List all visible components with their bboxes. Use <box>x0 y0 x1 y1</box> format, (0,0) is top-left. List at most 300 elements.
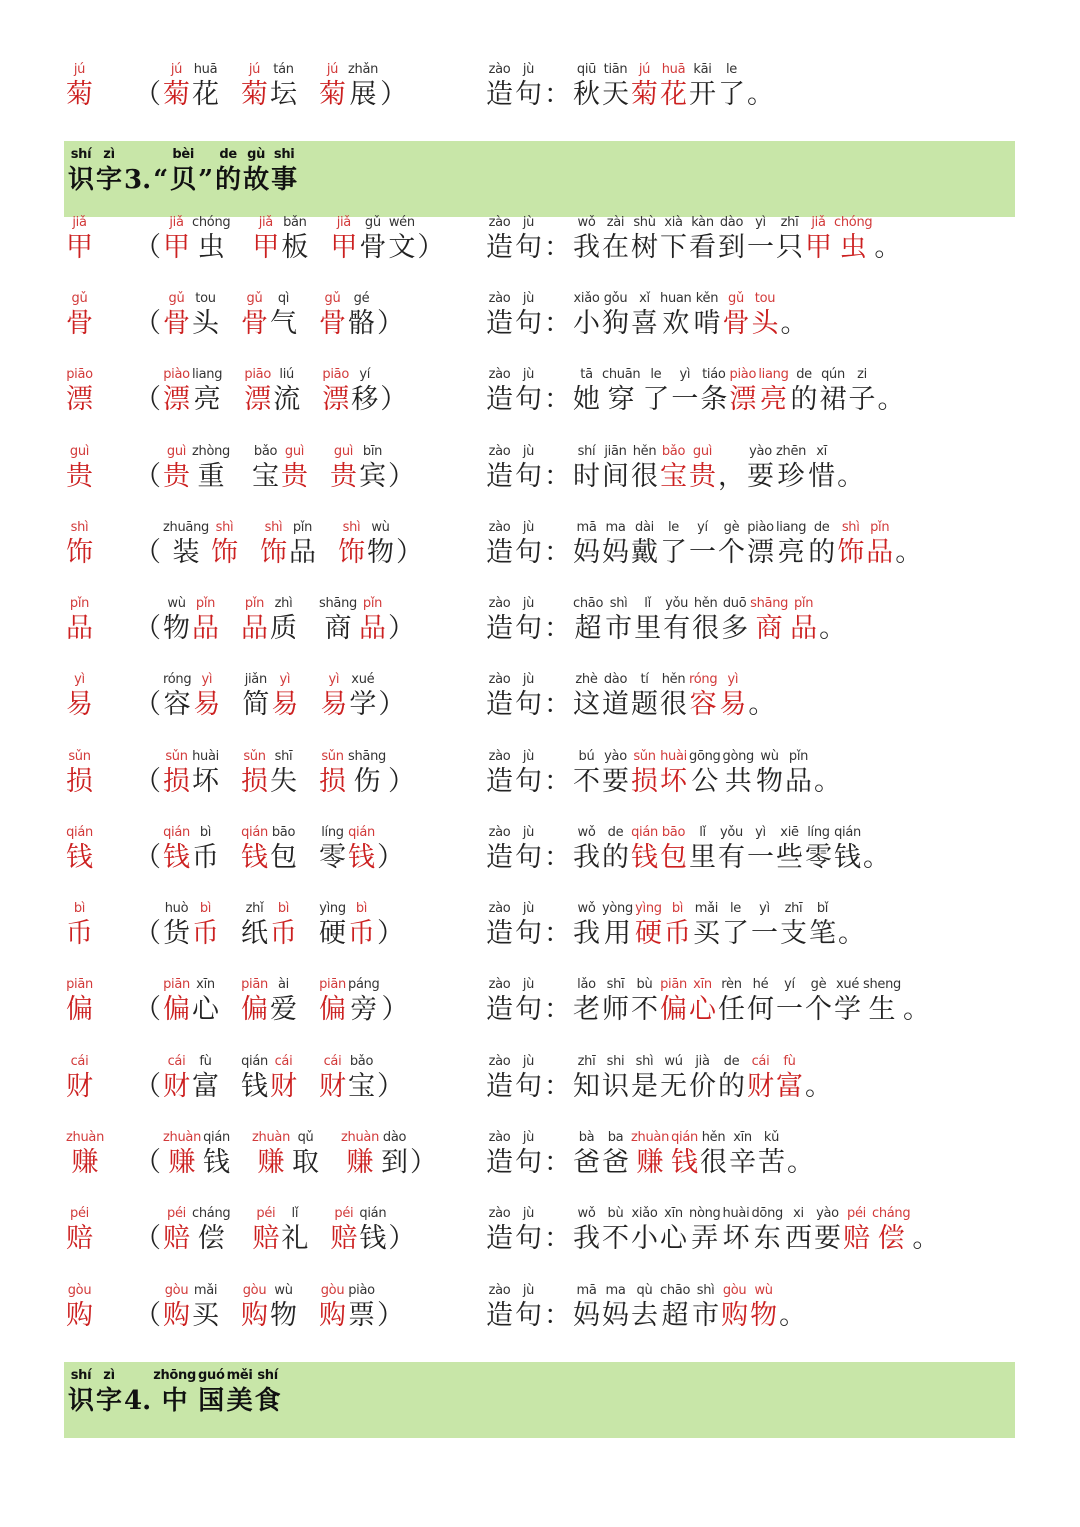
pinyin-label: zhuàn <box>66 1130 105 1145</box>
hanzi-char: 币 <box>270 918 297 949</box>
pinyin-label: zhēn <box>776 444 807 459</box>
hanzi-char: 菊 <box>241 79 268 110</box>
pinyin-label: huā <box>661 62 686 77</box>
punctuation <box>134 367 161 417</box>
hanzi-char: 宾 <box>359 461 387 492</box>
hanzi-with-pinyin <box>573 520 600 570</box>
example-sentence <box>486 596 848 646</box>
pinyin-label: jù <box>522 1130 535 1145</box>
vocab-entry-row <box>0 749 1080 825</box>
hanzi-with-pinyin <box>163 825 190 875</box>
pinyin-label: qián <box>241 825 268 840</box>
hanzi-char: 展 <box>349 79 377 110</box>
pinyin-label: dào <box>719 215 744 230</box>
hanzi-char: 是 <box>631 1071 658 1102</box>
pinyin-label: kāi <box>693 62 712 77</box>
pinyin-label: ba <box>607 1130 624 1145</box>
hanzi-with-pinyin <box>758 367 788 417</box>
hanzi-with-pinyin <box>319 1054 346 1104</box>
hanzi-with-pinyin <box>808 444 835 494</box>
hanzi-with-pinyin <box>758 1130 785 1180</box>
hanzi-char: 菊 <box>631 79 658 110</box>
hanzi-with-pinyin <box>602 215 629 265</box>
hanzi-char: 国 <box>198 1386 225 1416</box>
hanzi-char: 钱 <box>348 842 375 873</box>
hanzi-char: ） <box>377 1071 404 1102</box>
pinyin-label: yí <box>697 520 708 535</box>
hanzi-char: 品 <box>192 613 219 644</box>
hanzi-with-pinyin <box>689 215 716 265</box>
hanzi-char: 一 <box>747 232 774 263</box>
hanzi-char: 心 <box>660 1223 687 1254</box>
punctuation <box>748 672 775 722</box>
pinyin-label: hěn <box>693 596 718 611</box>
pinyin-label: zì <box>103 147 115 162</box>
hanzi-char <box>300 688 318 722</box>
pinyin-label: jiǎ <box>72 215 87 230</box>
pinyin-label: gòu <box>320 1283 345 1298</box>
hanzi-with-pinyin <box>66 1130 104 1180</box>
hanzi-char: 造 <box>486 308 513 339</box>
hanzi-with-pinyin <box>602 825 629 875</box>
hanzi-char: 花 <box>660 79 687 110</box>
hanzi-with-pinyin <box>602 1283 629 1333</box>
hanzi-with-pinyin <box>722 901 749 951</box>
hanzi-char <box>310 231 328 265</box>
hanzi-with-pinyin <box>486 1206 513 1256</box>
hanzi-char: 漂 <box>729 384 757 415</box>
hanzi-char <box>221 612 239 646</box>
hanzi-with-pinyin <box>791 367 818 417</box>
hanzi-char: 赚 <box>636 1147 664 1178</box>
key-character <box>66 749 95 799</box>
hanzi-char: 共 <box>724 766 752 797</box>
pinyin-label: gǔ <box>246 291 263 306</box>
hanzi-with-pinyin <box>573 1206 600 1256</box>
pinyin-label: piān <box>241 977 268 992</box>
key-character <box>66 215 95 265</box>
pinyin-label: bèi <box>172 147 194 162</box>
pinyin-label: zào <box>488 596 511 611</box>
hanzi-char: 戴 <box>631 537 658 568</box>
hanzi-char: 品 <box>241 613 268 644</box>
hanzi-char: 钱 <box>671 1147 699 1178</box>
hanzi-with-pinyin <box>192 749 219 799</box>
pinyin-label: lǐ <box>644 596 651 611</box>
pinyin-label: yìng <box>319 901 346 916</box>
hanzi-char: 虫 <box>839 232 867 263</box>
pinyin-label: péi <box>847 1206 866 1221</box>
punctuation <box>310 444 328 494</box>
hanzi-with-pinyin <box>660 1283 690 1333</box>
pinyin-label: wǒ <box>577 215 596 230</box>
pinyin-label: jiān <box>604 444 627 459</box>
hanzi-with-pinyin <box>341 1130 379 1180</box>
punctuation <box>300 672 318 722</box>
hanzi-char: 珍 <box>777 461 805 492</box>
pinyin-label: qián <box>163 825 190 840</box>
punctuation <box>912 1206 939 1256</box>
punctuation <box>134 596 161 646</box>
pinyin-label: huan <box>660 291 692 306</box>
punctuation <box>544 215 571 265</box>
key-character <box>66 672 95 722</box>
punctuation <box>544 749 571 799</box>
hanzi-char: 币 <box>66 918 93 949</box>
hanzi-with-pinyin <box>602 291 629 341</box>
pinyin-label: yào <box>604 749 627 764</box>
hanzi-char: 甲 <box>330 232 358 263</box>
hanzi-char: （ <box>134 232 161 263</box>
pinyin-label: bīn <box>362 444 383 459</box>
hanzi-char: 品 <box>866 537 894 568</box>
pinyin-label: shì <box>70 520 89 535</box>
hanzi-with-pinyin <box>671 1130 698 1180</box>
hanzi-char: 品 <box>790 613 818 644</box>
hanzi-char: 造 <box>486 766 513 797</box>
hanzi-with-pinyin <box>750 1283 777 1333</box>
punctuation <box>378 672 405 722</box>
hanzi-char: 生 <box>868 994 896 1025</box>
hanzi-char: ” <box>198 165 214 195</box>
pinyin-label: piān <box>66 977 93 992</box>
hanzi-char: 骼 <box>348 308 375 339</box>
pinyin-label: piào <box>163 367 190 382</box>
hanzi-char: 了 <box>721 918 749 949</box>
hanzi-with-pinyin <box>700 1130 727 1180</box>
hanzi-char: 食 <box>254 1386 281 1416</box>
hanzi-with-pinyin <box>718 520 745 570</box>
punctuation <box>318 520 336 570</box>
pinyin-label: hěn <box>632 444 657 459</box>
hanzi-with-pinyin <box>718 825 745 875</box>
hanzi-with-pinyin <box>663 596 690 646</box>
hanzi-char: 市 <box>605 613 633 644</box>
hanzi-char: （ <box>134 1223 161 1254</box>
punctuation <box>544 1283 571 1333</box>
hanzi-char: 物 <box>366 537 394 568</box>
pinyin-label: jú <box>638 62 651 77</box>
hanzi-char: 币 <box>192 918 219 949</box>
hanzi-with-pinyin <box>270 596 297 646</box>
example-sentence <box>486 1054 834 1104</box>
pinyin-label: sǔn <box>165 749 188 764</box>
vocab-entry-row <box>0 1206 1080 1282</box>
hanzi-with-pinyin <box>486 215 513 265</box>
hanzi-char: 赚 <box>346 1147 374 1178</box>
hanzi-char: ： <box>544 689 571 720</box>
pinyin-label: shì <box>264 520 283 535</box>
hanzi-char: 有 <box>663 613 691 644</box>
pinyin-label: sǔn <box>243 749 266 764</box>
hanzi-with-pinyin <box>252 1206 279 1256</box>
pinyin-label: jù <box>522 520 535 535</box>
pinyin-label: zào <box>488 977 511 992</box>
hanzi-with-pinyin <box>602 672 629 722</box>
punctuation <box>134 444 161 494</box>
pinyin-label: líng <box>321 825 344 840</box>
pinyin-label: chāo <box>573 596 604 611</box>
hanzi-with-pinyin <box>631 444 658 494</box>
pinyin-label: dào <box>603 672 628 687</box>
hanzi-char: 包 <box>270 842 297 873</box>
hanzi-char: ： <box>544 842 571 873</box>
hanzi-char: 的 <box>602 842 629 873</box>
hanzi-with-pinyin <box>515 672 542 722</box>
hanzi-with-pinyin <box>751 1206 783 1256</box>
hanzi-with-pinyin <box>319 977 346 1027</box>
hanzi-char: 损 <box>66 766 93 797</box>
hanzi-char: 取 <box>292 1147 320 1178</box>
hanzi-char: 任 <box>718 994 745 1025</box>
hanzi-with-pinyin <box>573 367 600 417</box>
hanzi-with-pinyin <box>689 749 721 799</box>
hanzi-char <box>232 1222 250 1256</box>
hanzi-char: （ <box>134 994 161 1025</box>
hanzi-with-pinyin <box>756 749 783 799</box>
pinyin-label: sheng <box>863 977 902 992</box>
hanzi-with-pinyin <box>776 977 803 1027</box>
hanzi-with-pinyin <box>348 1054 375 1104</box>
hanzi-char: 饰 <box>337 537 365 568</box>
pinyin-label: zhuàn <box>163 1130 202 1145</box>
word-group <box>134 1054 406 1104</box>
pinyin-label: gǔ <box>324 291 341 306</box>
punctuation <box>221 62 239 112</box>
hanzi-with-pinyin <box>227 1368 253 1418</box>
hanzi-with-pinyin <box>634 596 661 646</box>
hanzi-char: 这 <box>573 689 600 720</box>
hanzi-char: 到 <box>381 1147 409 1178</box>
hanzi-char: 的 <box>215 165 242 195</box>
pinyin-label: shì <box>696 1283 715 1298</box>
pinyin-label: gòu <box>164 1283 189 1298</box>
hanzi-char: 贵 <box>163 461 190 492</box>
hanzi-char: 很 <box>700 1147 728 1178</box>
pinyin-label: lǎo <box>577 977 596 992</box>
punctuation <box>302 367 320 417</box>
hanzi-with-pinyin <box>718 977 745 1027</box>
pinyin-label: qǔ <box>297 1130 314 1145</box>
hanzi-with-pinyin <box>693 291 720 341</box>
hanzi-char: 不 <box>631 994 658 1025</box>
lesson-heading-banner <box>64 141 1015 217</box>
hanzi-char: 易 <box>193 689 221 720</box>
hanzi-with-pinyin <box>66 444 93 494</box>
hanzi-char: ： <box>544 994 571 1025</box>
hanzi-with-pinyin <box>486 1130 513 1180</box>
hanzi-with-pinyin <box>515 977 542 1027</box>
hanzi-with-pinyin <box>660 520 687 570</box>
pinyin-label: jù <box>522 444 535 459</box>
pinyin-label: yào <box>749 444 772 459</box>
hanzi-char: 骨 <box>241 308 268 339</box>
hanzi-with-pinyin <box>486 672 513 722</box>
hanzi-char: ， <box>718 461 745 492</box>
pinyin-label: piào <box>348 1283 375 1298</box>
example-sentence <box>486 749 843 799</box>
pinyin-label: dài <box>635 520 654 535</box>
hanzi-with-pinyin <box>722 291 749 341</box>
hanzi-with-pinyin <box>271 672 298 722</box>
hanzi-char: 财 <box>163 1071 190 1102</box>
punctuation <box>388 444 415 494</box>
hanzi-char: 票 <box>348 1300 375 1331</box>
hanzi-char: 钱 <box>66 842 93 873</box>
hanzi-char <box>310 460 328 494</box>
hanzi-with-pinyin <box>573 62 600 112</box>
hanzi-with-pinyin <box>486 62 513 112</box>
hanzi-char: 损 <box>163 766 190 797</box>
punctuation <box>221 596 239 646</box>
hanzi-char: ） <box>387 613 415 644</box>
hanzi-with-pinyin <box>163 596 190 646</box>
hanzi-char: 用 <box>603 918 631 949</box>
hanzi-char: 狗 <box>602 308 629 339</box>
hanzi-char <box>221 1070 239 1104</box>
hanzi-char: 。 <box>837 461 865 492</box>
hanzi-with-pinyin <box>718 1054 745 1104</box>
hanzi-with-pinyin <box>330 215 357 265</box>
punctuation <box>410 1130 437 1180</box>
hanzi-char: 不 <box>573 766 600 797</box>
hanzi-with-pinyin <box>785 749 812 799</box>
hanzi-with-pinyin <box>163 62 190 112</box>
punctuation <box>544 596 571 646</box>
hanzi-char: 。 <box>787 1147 815 1178</box>
hanzi-with-pinyin <box>700 367 727 417</box>
hanzi-char: 礼 <box>281 1223 309 1254</box>
punctuation <box>544 444 571 494</box>
hanzi-char: 句 <box>515 79 542 110</box>
hanzi-with-pinyin <box>631 62 658 112</box>
hanzi-with-pinyin <box>660 1054 687 1104</box>
hanzi-char: 一 <box>750 918 778 949</box>
pinyin-label: le <box>650 367 662 382</box>
hanzi-with-pinyin <box>241 291 268 341</box>
hanzi-with-pinyin <box>486 1283 513 1333</box>
pinyin-label: péi <box>167 1206 186 1221</box>
punctuation <box>134 1283 161 1333</box>
hanzi-char: 装 <box>172 537 200 568</box>
pinyin-label: guì <box>166 444 187 459</box>
hanzi-with-pinyin <box>515 291 542 341</box>
pinyin-label: jú <box>248 62 261 77</box>
hanzi-char: 赚 <box>168 1147 196 1178</box>
hanzi-char: 购 <box>66 1300 93 1331</box>
pinyin-label: zhī <box>784 901 803 916</box>
pinyin-label: zhī <box>577 1054 596 1069</box>
pinyin-label: zhuàn <box>252 1130 291 1145</box>
hanzi-with-pinyin <box>573 977 600 1027</box>
hanzi-char: 骨 <box>163 308 190 339</box>
hanzi-char: ） <box>417 232 445 263</box>
punctuation <box>240 520 258 570</box>
pinyin-label: qì <box>277 291 290 306</box>
hanzi-char: ： <box>544 1223 571 1254</box>
hanzi-char: 贵 <box>281 461 309 492</box>
pinyin-label: fù <box>199 1054 212 1069</box>
hanzi-with-pinyin <box>747 825 774 875</box>
hanzi-char: ： <box>544 79 571 110</box>
vocab-entry-row <box>0 215 1080 291</box>
example-sentence <box>486 1206 941 1256</box>
punctuation <box>299 749 317 799</box>
hanzi-char: 物 <box>163 613 190 644</box>
pinyin-label: ma <box>605 1283 626 1298</box>
hanzi-char: ） <box>395 537 423 568</box>
pinyin-label: duō <box>722 596 747 611</box>
pinyin-label: bì <box>199 901 212 916</box>
pinyin-label: shāng <box>750 596 789 611</box>
punctuation <box>814 749 841 799</box>
hanzi-char: 秋 <box>573 79 600 110</box>
hanzi-with-pinyin <box>660 1206 687 1256</box>
hanzi-char: 很 <box>692 613 720 644</box>
pinyin-label: gòu <box>67 1283 92 1298</box>
hanzi-char: 虫 <box>197 232 225 263</box>
pinyin-label: jù <box>522 672 535 687</box>
hanzi-char: 甲 <box>252 232 280 263</box>
pinyin-label: shì <box>841 520 860 535</box>
pinyin-label: gù <box>247 147 266 162</box>
hanzi-with-pinyin <box>631 1130 669 1180</box>
pinyin-label: guì <box>692 444 713 459</box>
hanzi-with-pinyin <box>270 749 297 799</box>
hanzi-with-pinyin <box>270 901 297 951</box>
hanzi-char: 识 <box>602 1071 629 1102</box>
hanzi-with-pinyin <box>747 520 774 570</box>
hanzi-char: 句 <box>515 308 542 339</box>
pinyin-label: qián <box>834 825 861 840</box>
hanzi-char: 很 <box>660 689 687 720</box>
hanzi-char: 句 <box>515 994 542 1025</box>
hanzi-char: 宝 <box>348 1071 375 1102</box>
pinyin-label: le <box>725 62 737 77</box>
hanzi-with-pinyin <box>660 444 687 494</box>
punctuation <box>222 672 240 722</box>
hanzi-char: 。 <box>863 842 890 873</box>
hanzi-char: 货 <box>163 918 190 949</box>
example-sentence <box>486 367 907 417</box>
pinyin-label: de <box>607 825 624 840</box>
pinyin-label: lǐ <box>291 1206 299 1221</box>
hanzi-char: 3. <box>124 165 152 195</box>
hanzi-with-pinyin <box>66 825 93 875</box>
hanzi-with-pinyin <box>486 596 513 646</box>
pinyin-label: cái <box>274 1054 293 1069</box>
hanzi-char: 个 <box>805 994 832 1025</box>
hanzi-char: 句 <box>515 842 542 873</box>
pinyin-label: zào <box>488 444 511 459</box>
hanzi-char: 句 <box>515 1300 542 1331</box>
hanzi-with-pinyin <box>602 749 629 799</box>
hanzi-char: 一 <box>747 842 774 873</box>
hanzi-char: 美 <box>226 1386 253 1416</box>
punctuation <box>837 444 864 494</box>
hanzi-char: 惜 <box>808 461 836 492</box>
hanzi-char: 我 <box>573 232 600 263</box>
hanzi-char <box>302 383 320 417</box>
pinyin-label: shì <box>635 1054 654 1069</box>
hanzi-char: （ <box>134 1300 161 1331</box>
pinyin-label: páng <box>348 977 380 992</box>
hanzi-with-pinyin <box>805 215 832 265</box>
hanzi-char: 商 <box>755 613 783 644</box>
pinyin-label: gè <box>723 520 740 535</box>
hanzi-with-pinyin <box>693 901 720 951</box>
pinyin-label: liang <box>776 520 807 535</box>
